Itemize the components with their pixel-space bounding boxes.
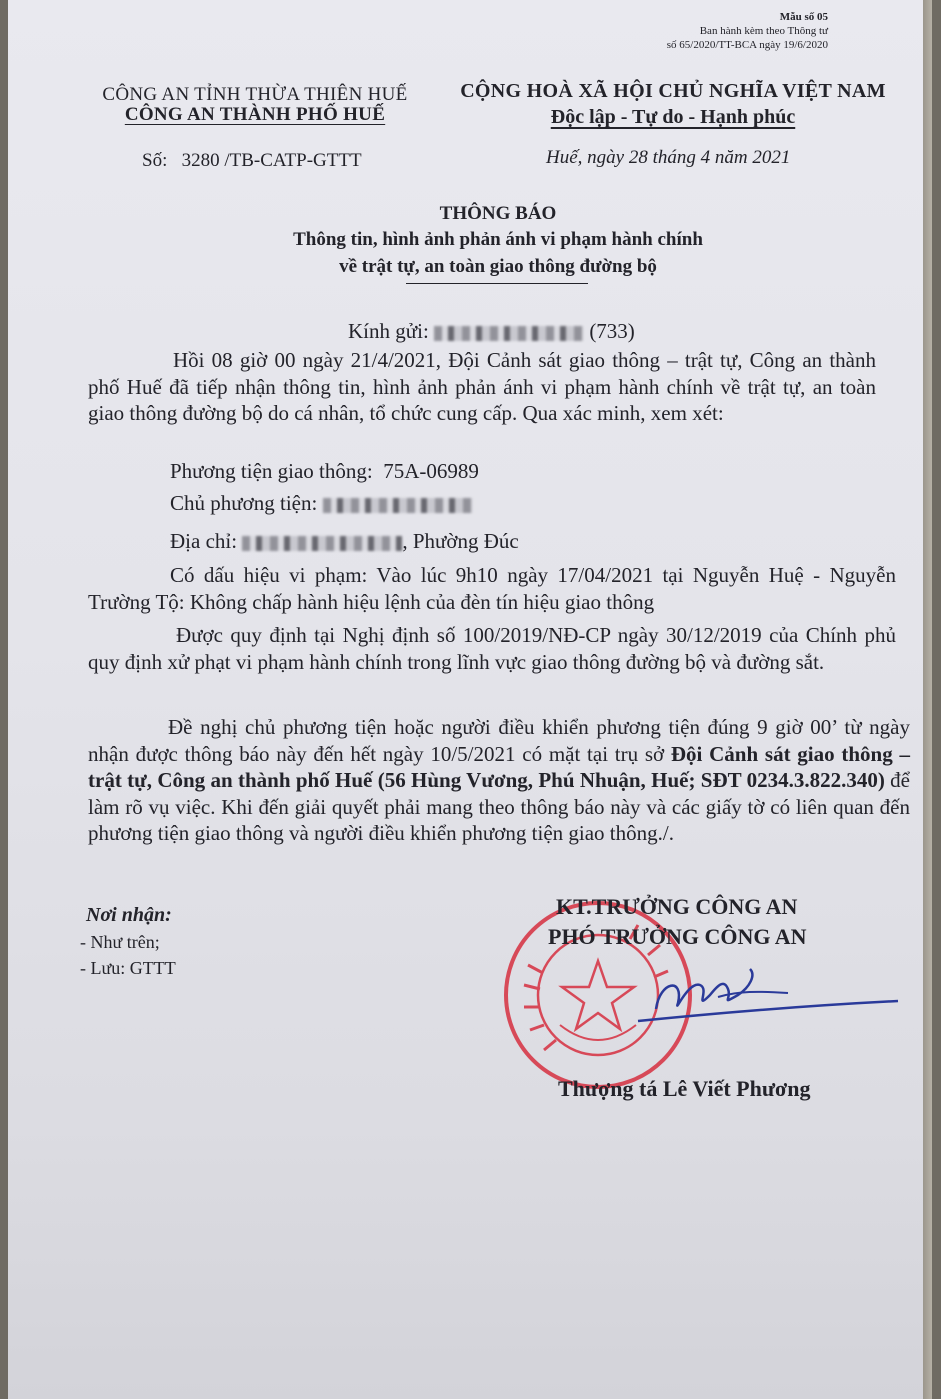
recipients-item-1: - Như trên; (80, 932, 160, 952)
redacted-recipient (434, 326, 584, 341)
number-value: 3280 /TB-CATP-GTTT (181, 150, 362, 171)
country-name: CỘNG HOÀ XÃ HỘI CHỦ NGHĨA VIỆT NAM (460, 80, 886, 102)
form-issued-by: Ban hành kèm theo Thông tư (699, 25, 828, 37)
date-line: Huế, ngày 28 tháng 4 năm 2021 (546, 147, 791, 168)
owner-line (170, 490, 473, 516)
vehicle-line (170, 458, 479, 484)
number-label: Số: (142, 150, 168, 171)
request-instructions: để làm rõ vụ việc. Khi đến giải quyết phải mang theo thông báo này và các giấy tờ có liên quan đến phương tiện giao thông và người điều khiển phương tiện giao thông./. (88, 768, 910, 845)
handwritten-signature (638, 969, 898, 1021)
address-ward: , Phường Đúc (402, 529, 519, 553)
signatory-name: Thượng tá Lê Viết Phương (558, 1076, 811, 1101)
paragraph-request (88, 714, 910, 847)
form-number: Mẫu số 05 (779, 11, 828, 23)
recipient-label: Kính gửi: (348, 319, 429, 343)
request-intro: Đề nghị chủ phương tiện hoặc người điều khiển phương tiện đúng 9 giờ 00’ từ ngày nhận được thông báo này đến hết ngày 10/5/2021 có mặt tại trụ sở (88, 715, 910, 766)
form-circular: số 65/2020/TT-BCA ngày 19/6/2020 (666, 39, 828, 51)
redacted-address (242, 536, 402, 551)
recipients-heading: Nơi nhận: (86, 904, 172, 926)
title-rule (406, 283, 588, 284)
recipients-item-2: - Lưu: GTTT (80, 958, 176, 978)
vehicle-label: Phương tiện giao thông: (170, 459, 373, 483)
recipient-code: (733) (589, 319, 635, 343)
redacted-owner (323, 498, 473, 513)
document-title: THÔNG BÁO (439, 203, 557, 224)
form-note (608, 10, 828, 52)
recipient-line (348, 318, 635, 344)
motto: Độc lập - Tự do - Hạnh phúc (550, 106, 796, 128)
signatory-title-1: KT.TRƯỞNG CÔNG AN (556, 894, 798, 919)
paragraph-intro: Hồi 08 giờ 00 ngày 21/4/2021, Đội Cảnh sát giao thông – trật tự, Công an thành phố Huế đã tiếp nhận thông tin, hình ảnh phản ánh vi phạm hành chính về trật tự, an toàn giao thông đường bộ do cá nhân, tổ chức cung cấp. Qua xác minh, xem xét: (88, 348, 876, 425)
signatory-title-2: PHÓ TRƯỞNG CÔNG AN (548, 924, 807, 949)
address-line (170, 528, 519, 554)
agency-name: CÔNG AN TỈNH THỪA THIÊN HUẾ (102, 84, 408, 105)
paragraph-regulation: Được quy định tại Nghị định số 100/2019/NĐ-CP ngày 30/12/2019 của Chính phủ quy định xử phạt vi phạm hành chính trong lĩnh vực giao thông đường bộ và đường sắt. (88, 623, 896, 674)
document-subtitle-2: về trật tự, an toàn giao thông đường bộ (339, 256, 657, 277)
paragraph-violation: Có dấu hiệu vi phạm: Vào lúc 9h10 ngày 17/04/2021 tại Nguyễn Huệ - Nguyễn Trường Tộ: Không chấp hành hiệu lệnh của đèn tín hiệu giao thông (88, 563, 896, 614)
address-label: Địa chỉ: (170, 529, 238, 553)
request-location: Đội Cảnh sát giao thông – trật tự, Công an thành phố Huế (56 Hùng Vương, Phú Nhuận, Huế; SĐT 0234.3.822.340) (88, 741, 910, 792)
document-number (142, 150, 362, 172)
document-page (8, 0, 932, 1399)
paper-edge (923, 0, 932, 1399)
unit-name: CÔNG AN THÀNH PHỐ HUẾ (124, 104, 386, 125)
vehicle-plate: 75A-06989 (383, 459, 479, 483)
owner-label: Chủ phương tiện: (170, 491, 318, 515)
document-subtitle-1: Thông tin, hình ảnh phản ánh vi phạm hành chính (293, 229, 703, 250)
